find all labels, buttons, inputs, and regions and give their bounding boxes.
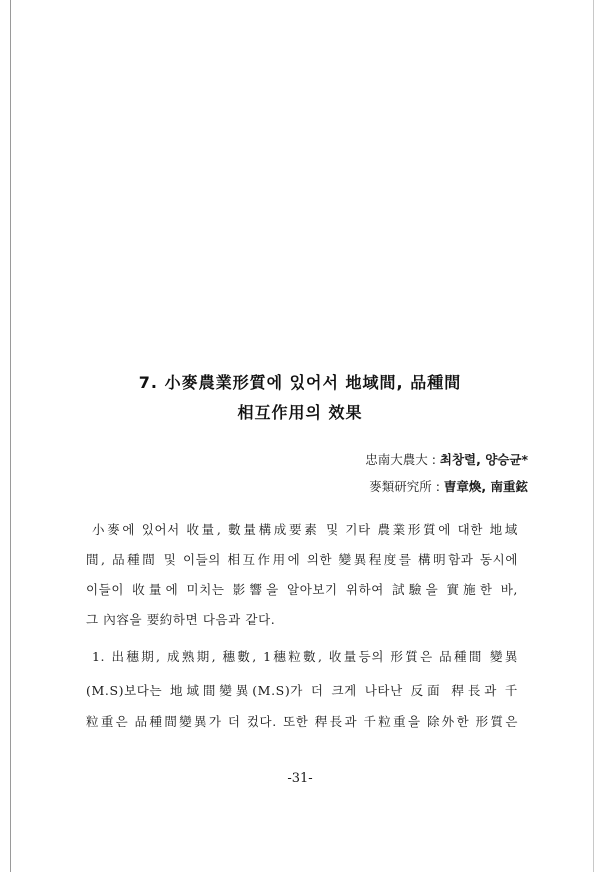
body-text-line: (M.S)보다는 地域間變異(M.S)가 더 크게 나타난 反面 稈長과 千 <box>86 683 518 698</box>
body-text-line: 間, 品種間 및 이들의 相互作用에 의한 變異程度를 構明함과 동시에 <box>86 552 518 567</box>
author-affiliation: 忠南大農大 : <box>365 452 440 467</box>
author-affiliation: 麥類研究所 : <box>369 479 444 494</box>
body-text-line: 그 內容을 要約하면 다음과 같다. <box>86 612 276 627</box>
body-text-line: 1. 出穗期, 成熟期, 穗數, 1穗粒數, 收量등의 形質은 品種間 變異 <box>92 649 518 664</box>
author-line-1 <box>365 450 528 468</box>
paper-title-line-1: 7. 小麥農業形質에 있어서 地域間, 品種間 <box>138 373 462 392</box>
body-text-line: 小麥에 있어서 收量, 數量構成要素 및 기타 農業形質에 대한 地域 <box>92 522 518 537</box>
body-text-line: 粒重은 品種間變異가 더 컸다. 또한 稈長과 千粒重을 除外한 形質은 <box>86 714 518 729</box>
page-number: -31- <box>287 771 313 786</box>
paper-title-line-2: 相互作用의 效果 <box>237 403 363 422</box>
author-line-2 <box>369 477 528 495</box>
page-right-edge <box>593 0 594 872</box>
body-text-line: 이들이 收量에 미치는 影響을 알아보기 위하여 試驗을 實施한 바, <box>86 582 518 597</box>
page-left-edge <box>10 0 11 872</box>
author-names: 최창렬, 양승균* <box>439 452 528 467</box>
author-names: 曺章煥, 南重鉉 <box>443 479 528 494</box>
